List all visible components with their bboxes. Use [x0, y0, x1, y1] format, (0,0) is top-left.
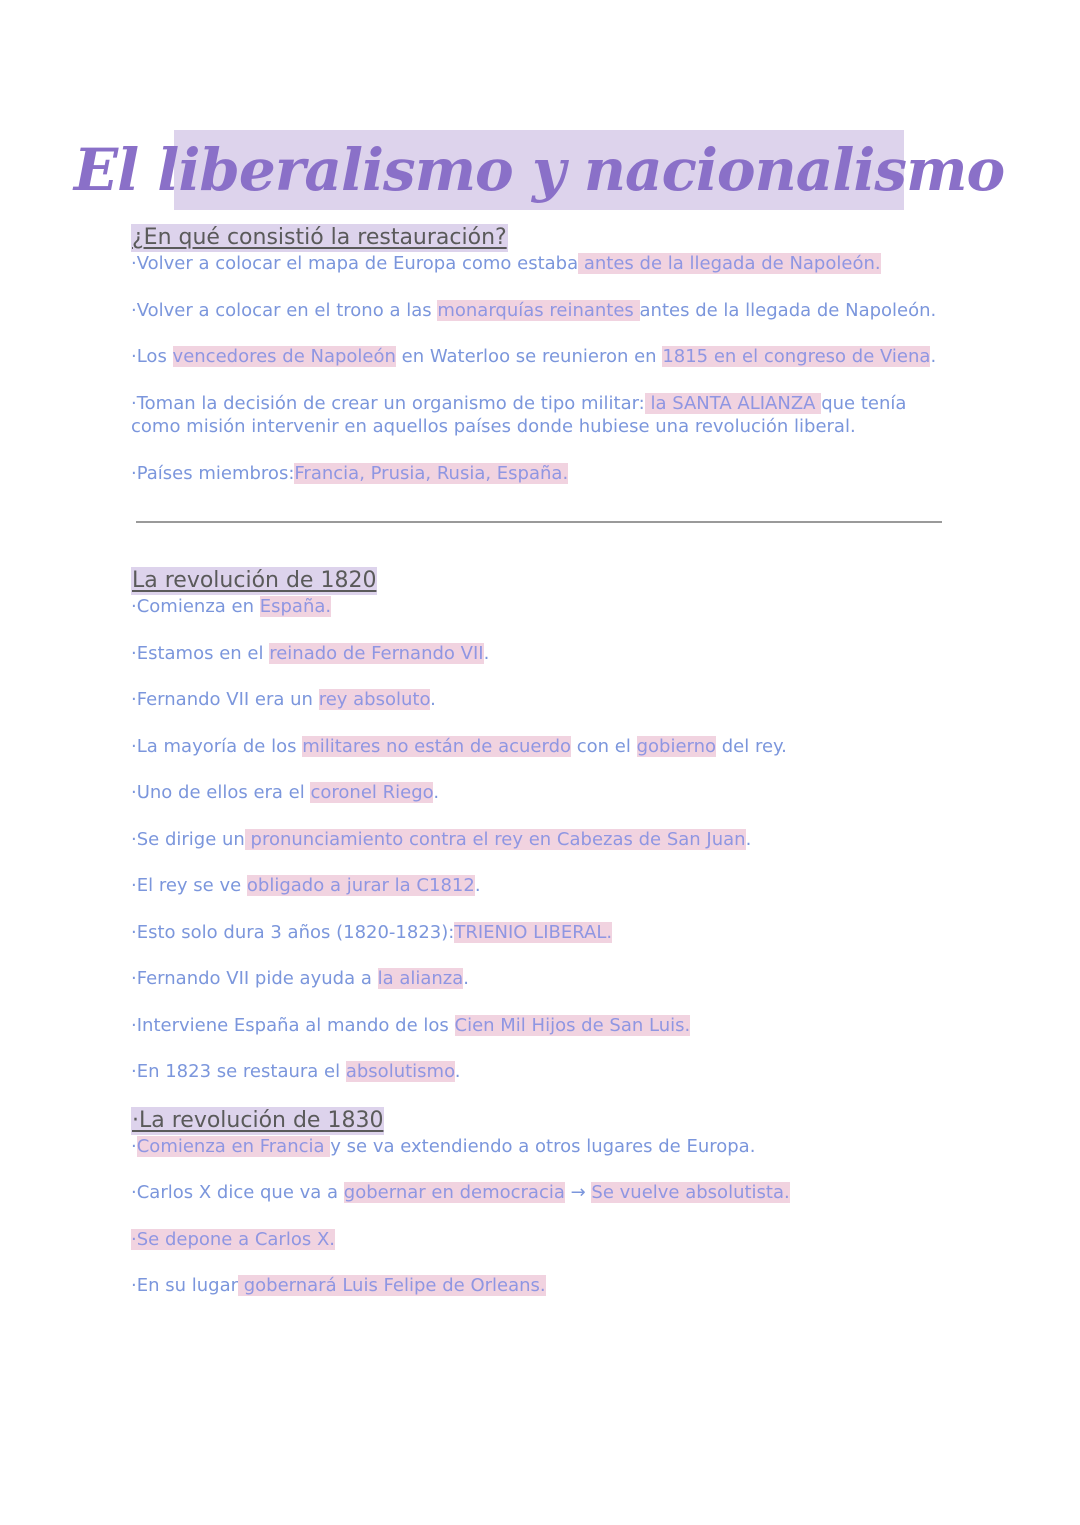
note-paragraph: [131, 1274, 946, 1298]
highlighted-text: Comienza en Francia: [136, 1135, 331, 1157]
note-text: ·Comienza en: [131, 596, 260, 617]
note-paragraph: [131, 595, 946, 619]
note-paragraph: [131, 1060, 946, 1084]
note-paragraph: [131, 642, 946, 666]
note-text: ·: [131, 1135, 137, 1157]
highlighted-text: España.: [259, 596, 332, 617]
note-paragraph: [131, 1135, 946, 1159]
note-text: ·Carlos X dice que va a: [131, 1182, 344, 1203]
note-paragraph: [131, 828, 946, 852]
highlighted-text: coronel Riego: [310, 782, 434, 803]
note-text: .: [454, 1061, 461, 1082]
highlighted-text: rey absoluto: [318, 689, 431, 710]
highlighted-text: obligado a jurar la C1812: [246, 875, 475, 896]
highlighted-text: ·Se depone a Carlos X.: [131, 1228, 336, 1250]
note-paragraph: [131, 462, 946, 486]
highlighted-text: monarquías reinantes: [437, 299, 640, 321]
highlighted-text: la alianza: [377, 968, 464, 989]
note-paragraph: [131, 299, 946, 323]
section-heading: ·La revolución de 1830: [132, 1107, 384, 1133]
note-text: ·Fernando VII pide ayuda a: [131, 968, 378, 989]
highlighted-text: reinado de Fernando VII: [269, 642, 484, 664]
highlighted-text: Cien Mil Hijos de San Luis.: [454, 1014, 691, 1036]
section-restauracion: [131, 224, 946, 485]
highlighted-text: gobernará Luis Felipe de Orleans.: [238, 1275, 546, 1296]
highlighted-text: absolutismo: [345, 1061, 455, 1082]
note-text: ·Toman la decisión de crear un organismo de tipo militar:: [131, 392, 645, 414]
note-text: en Waterloo se reunieron en: [395, 346, 663, 367]
title-banner: [73, 130, 1005, 210]
highlighted-text: la SANTA ALIANZA: [644, 392, 822, 414]
note-text: ·Países miembros:: [131, 462, 295, 484]
note-text: ·Interviene España al mando de los: [131, 1014, 455, 1036]
paragraph-list: [131, 252, 946, 485]
page-title: El liberalismo y nacionalismo: [73, 136, 1005, 204]
highlighted-text: gobierno: [636, 735, 717, 757]
note-text: .: [474, 875, 481, 896]
note-text: ·Volver a colocar el mapa de Europa como estaba: [131, 253, 579, 274]
notes-body: [131, 224, 946, 1298]
note-text: que tenía como misión intervenir en aquellos países donde hubiese una revolución liberal.: [131, 392, 907, 437]
note-paragraph: [131, 688, 946, 712]
section-revolucion-1830: [131, 1107, 946, 1298]
note-text: ·La mayoría de los: [131, 735, 303, 757]
note-paragraph: [131, 781, 946, 805]
note-paragraph: [131, 345, 946, 369]
section-heading: ¿En qué consistió la restauración?: [132, 225, 507, 250]
note-text: ·Se dirige un: [131, 828, 245, 850]
section-heading: La revolución de 1820: [132, 568, 377, 593]
note-text: ·En 1823 se restaura el: [131, 1061, 346, 1082]
note-text: ·El rey se ve: [131, 875, 247, 896]
highlighted-text: gobernar en democracia: [343, 1182, 565, 1203]
note-paragraph: [131, 967, 946, 991]
highlighted-text: 1815 en el congreso de Viena: [662, 346, 931, 367]
note-paragraph: [131, 1014, 946, 1038]
note-text: ·Esto solo dura 3 años (1820-1823):: [131, 921, 455, 943]
note-text: ·Uno de ellos era el: [131, 782, 311, 803]
note-text: .: [430, 689, 436, 710]
note-text: del rey.: [716, 735, 787, 757]
highlighted-text: Se vuelve absolutista.: [591, 1182, 790, 1203]
horizontal-divider: [136, 521, 942, 523]
highlighted-text: pronunciamiento contra el rey en Cabezas de San Juan: [244, 828, 746, 850]
note-text: .: [745, 828, 752, 850]
note-paragraph: [131, 921, 946, 945]
note-text: ·Los: [131, 346, 173, 367]
note-text: ·Volver a colocar en el trono a las: [131, 299, 438, 321]
highlighted-text: antes de la llegada de Napoleón.: [578, 253, 881, 274]
note-text: ·Fernando VII era un: [131, 689, 319, 710]
note-text: →: [564, 1182, 592, 1203]
note-text: antes de la llegada de Napoleón.: [639, 299, 937, 321]
paragraph-list: [131, 595, 946, 1084]
note-text: ·En su lugar: [131, 1275, 238, 1296]
note-text: .: [463, 968, 470, 989]
section-revolucion-1820: [131, 567, 946, 1084]
note-text: .: [483, 642, 490, 664]
highlighted-text: TRIENIO LIBERAL.: [454, 921, 613, 943]
highlighted-text: vencedores de Napoleón: [172, 346, 396, 367]
note-text: con el: [571, 735, 637, 757]
note-text: .: [930, 346, 937, 367]
note-text: .: [433, 782, 440, 803]
highlighted-text: militares no están de acuerdo: [302, 735, 572, 757]
highlighted-text: Francia, Prusia, Rusia, España.: [294, 462, 569, 484]
note-text: ·Estamos en el: [131, 642, 270, 664]
note-paragraph: [131, 392, 946, 439]
note-text: y se va extendiendo a otros lugares de Europa.: [330, 1135, 756, 1157]
note-paragraph: [131, 1228, 946, 1252]
note-paragraph: [131, 735, 946, 759]
paragraph-list: [131, 1135, 946, 1298]
note-paragraph: [131, 1181, 946, 1205]
note-paragraph: [131, 874, 946, 898]
note-paragraph: [131, 252, 946, 276]
